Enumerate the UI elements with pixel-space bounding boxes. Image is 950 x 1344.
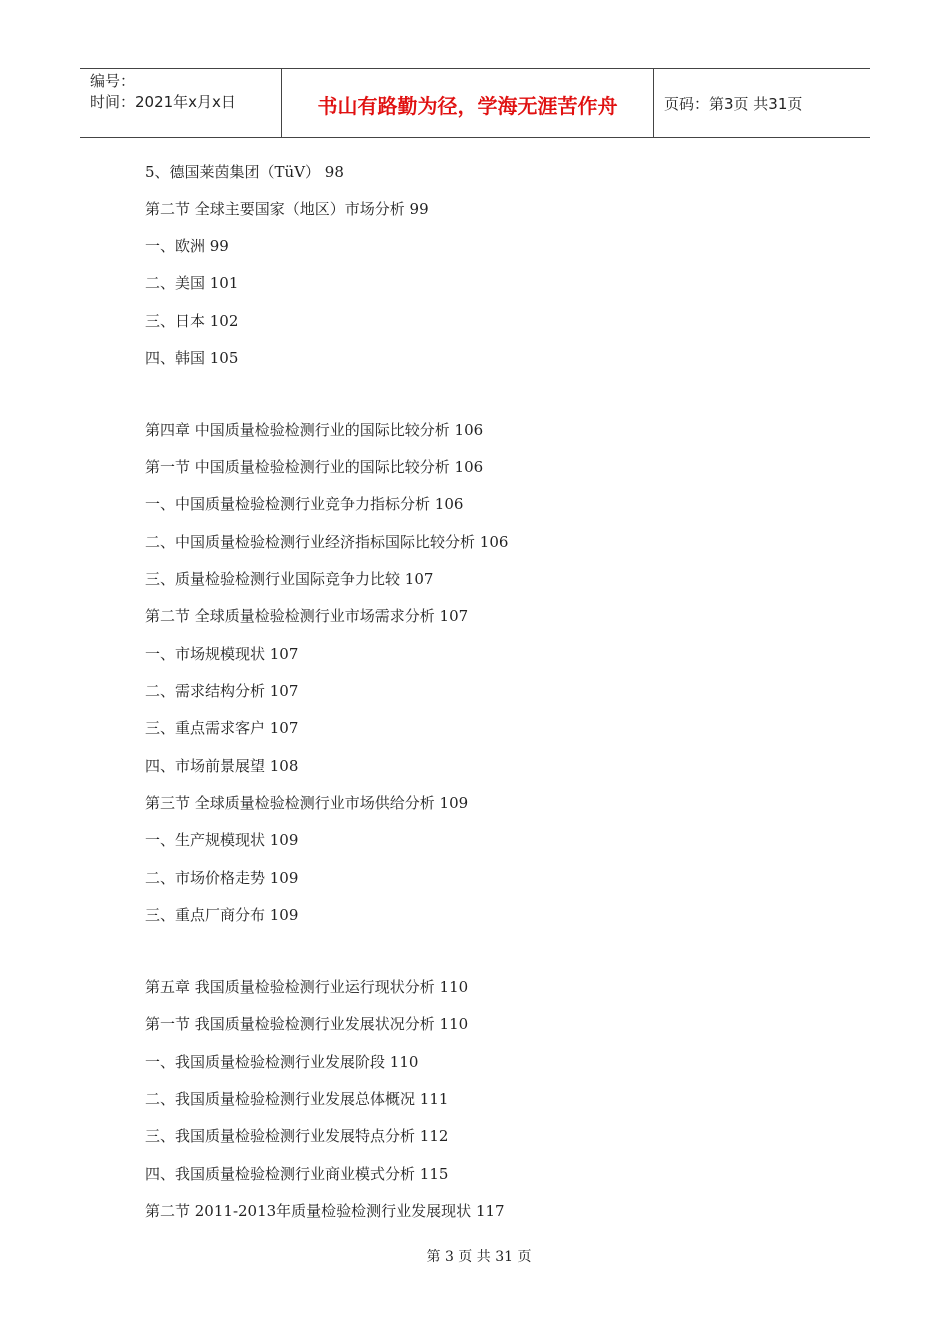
page-header [80,68,870,138]
toc-entry: 5、德国莱茵集团（TüV） 98 [145,163,344,181]
toc-entry: 第五章 我国质量检验检测行业运行现状分析 110 [145,978,469,996]
toc-entry: 第三节 全球质量检验检测行业市场供给分析 109 [145,794,469,812]
toc-entry: 第四章 中国质量检验检测行业的国际比较分析 106 [145,421,484,439]
toc-entry: 一、市场规模现状 107 [145,645,299,663]
toc-entry: 第二节 2011-2013年质量检验检测行业发展现状 117 [145,1202,505,1220]
toc-entry: 一、欧洲 99 [145,237,229,255]
toc-entry: 三、我国质量检验检测行业发展特点分析 112 [145,1127,449,1145]
header-meta [80,69,282,137]
toc-entry: 一、生产规模现状 109 [145,831,299,849]
document-time-label: 时间：2021年x月x日 [90,93,236,111]
toc-entry: 二、中国质量检验检测行业经济指标国际比较分析 106 [145,533,509,551]
toc-entry: 二、市场价格走势 109 [145,869,299,887]
toc-entry: 一、我国质量检验检测行业发展阶段 110 [145,1053,419,1071]
header-page-number: 页码：第3页 共31页 [664,94,803,113]
toc-entry: 二、我国质量检验检测行业发展总体概况 111 [145,1090,449,1108]
header-motto: 书山有路勤为径，学海无涯苦作舟 [282,69,654,137]
toc-entry: 三、重点需求客户 107 [145,719,299,737]
toc-entry: 四、韩国 105 [145,349,239,367]
toc-entry: 三、重点厂商分布 109 [145,906,299,924]
toc-entry: 一、中国质量检验检测行业竞争力指标分析 106 [145,495,464,513]
toc-entry: 第一节 中国质量检验检测行业的国际比较分析 106 [145,458,484,476]
toc-entry: 第二节 全球主要国家（地区）市场分析 99 [145,200,429,218]
toc-entry: 三、日本 102 [145,312,239,330]
toc-entry: 二、美国 101 [145,274,239,292]
toc-entry: 第二节 全球质量检验检测行业市场需求分析 107 [145,607,469,625]
toc-entry: 第一节 我国质量检验检测行业发展状况分析 110 [145,1015,469,1033]
toc-entry: 二、需求结构分析 107 [145,682,299,700]
document-number-label: 编号： [90,72,136,90]
toc-entry: 三、质量检验检测行业国际竞争力比较 107 [145,570,434,588]
page-footer: 第 3 页 共 31 页 [426,1249,532,1265]
toc-entry: 四、我国质量检验检测行业商业模式分析 115 [145,1165,449,1183]
toc-entry: 四、市场前景展望 108 [145,757,299,775]
